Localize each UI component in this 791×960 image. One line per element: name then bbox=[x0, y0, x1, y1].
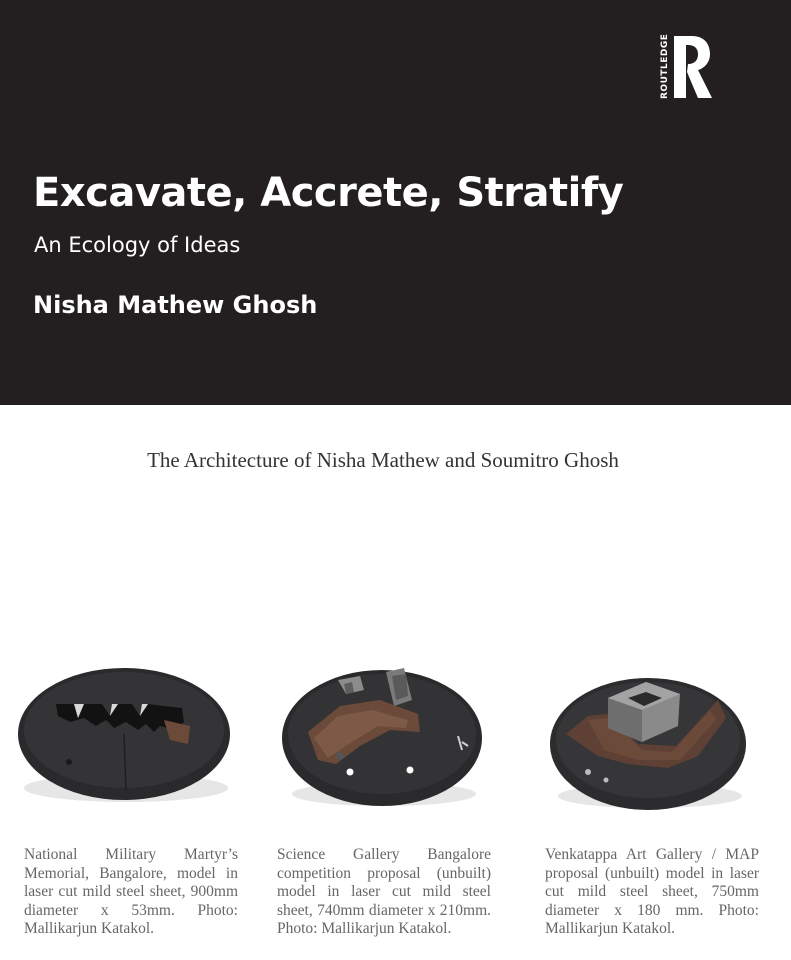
series-line: The Architecture of Nisha Mathew and Soumitro Ghosh bbox=[147, 448, 619, 472]
book-subtitle: An Ecology of Ideas bbox=[34, 233, 241, 257]
caption-memorial: National Military Martyr’s Memorial, Bangalore, model in laser cut mild steel sheet, 900mm diameter x 53mm. Photo: Mallikarjun Katakol. bbox=[24, 846, 238, 937]
cover-title-band bbox=[0, 0, 791, 405]
model-photo-memorial bbox=[14, 660, 236, 808]
model-photo-science-gallery bbox=[280, 660, 486, 810]
book-title: Excavate, Accrete, Stratify bbox=[33, 170, 624, 216]
caption-science-gallery: Science Gallery Bangalore competition proposal (unbuilt) model in laser cut mild steel sheet, 740mm diameter x 210mm. Photo: Mallikarjun Katakol. bbox=[277, 846, 491, 937]
publisher-name: ROUTLEDGE bbox=[660, 33, 670, 99]
model-photo-venkatappa bbox=[548, 660, 754, 812]
book-author: Nisha Mathew Ghosh bbox=[33, 291, 318, 319]
caption-venkatappa: Venkatappa Art Gallery / MAP proposal (unbuilt) model in laser cut mild steel sheet, 750mm diameter x 180 mm. Photo: Mallikarjun Katakol. bbox=[545, 846, 759, 937]
